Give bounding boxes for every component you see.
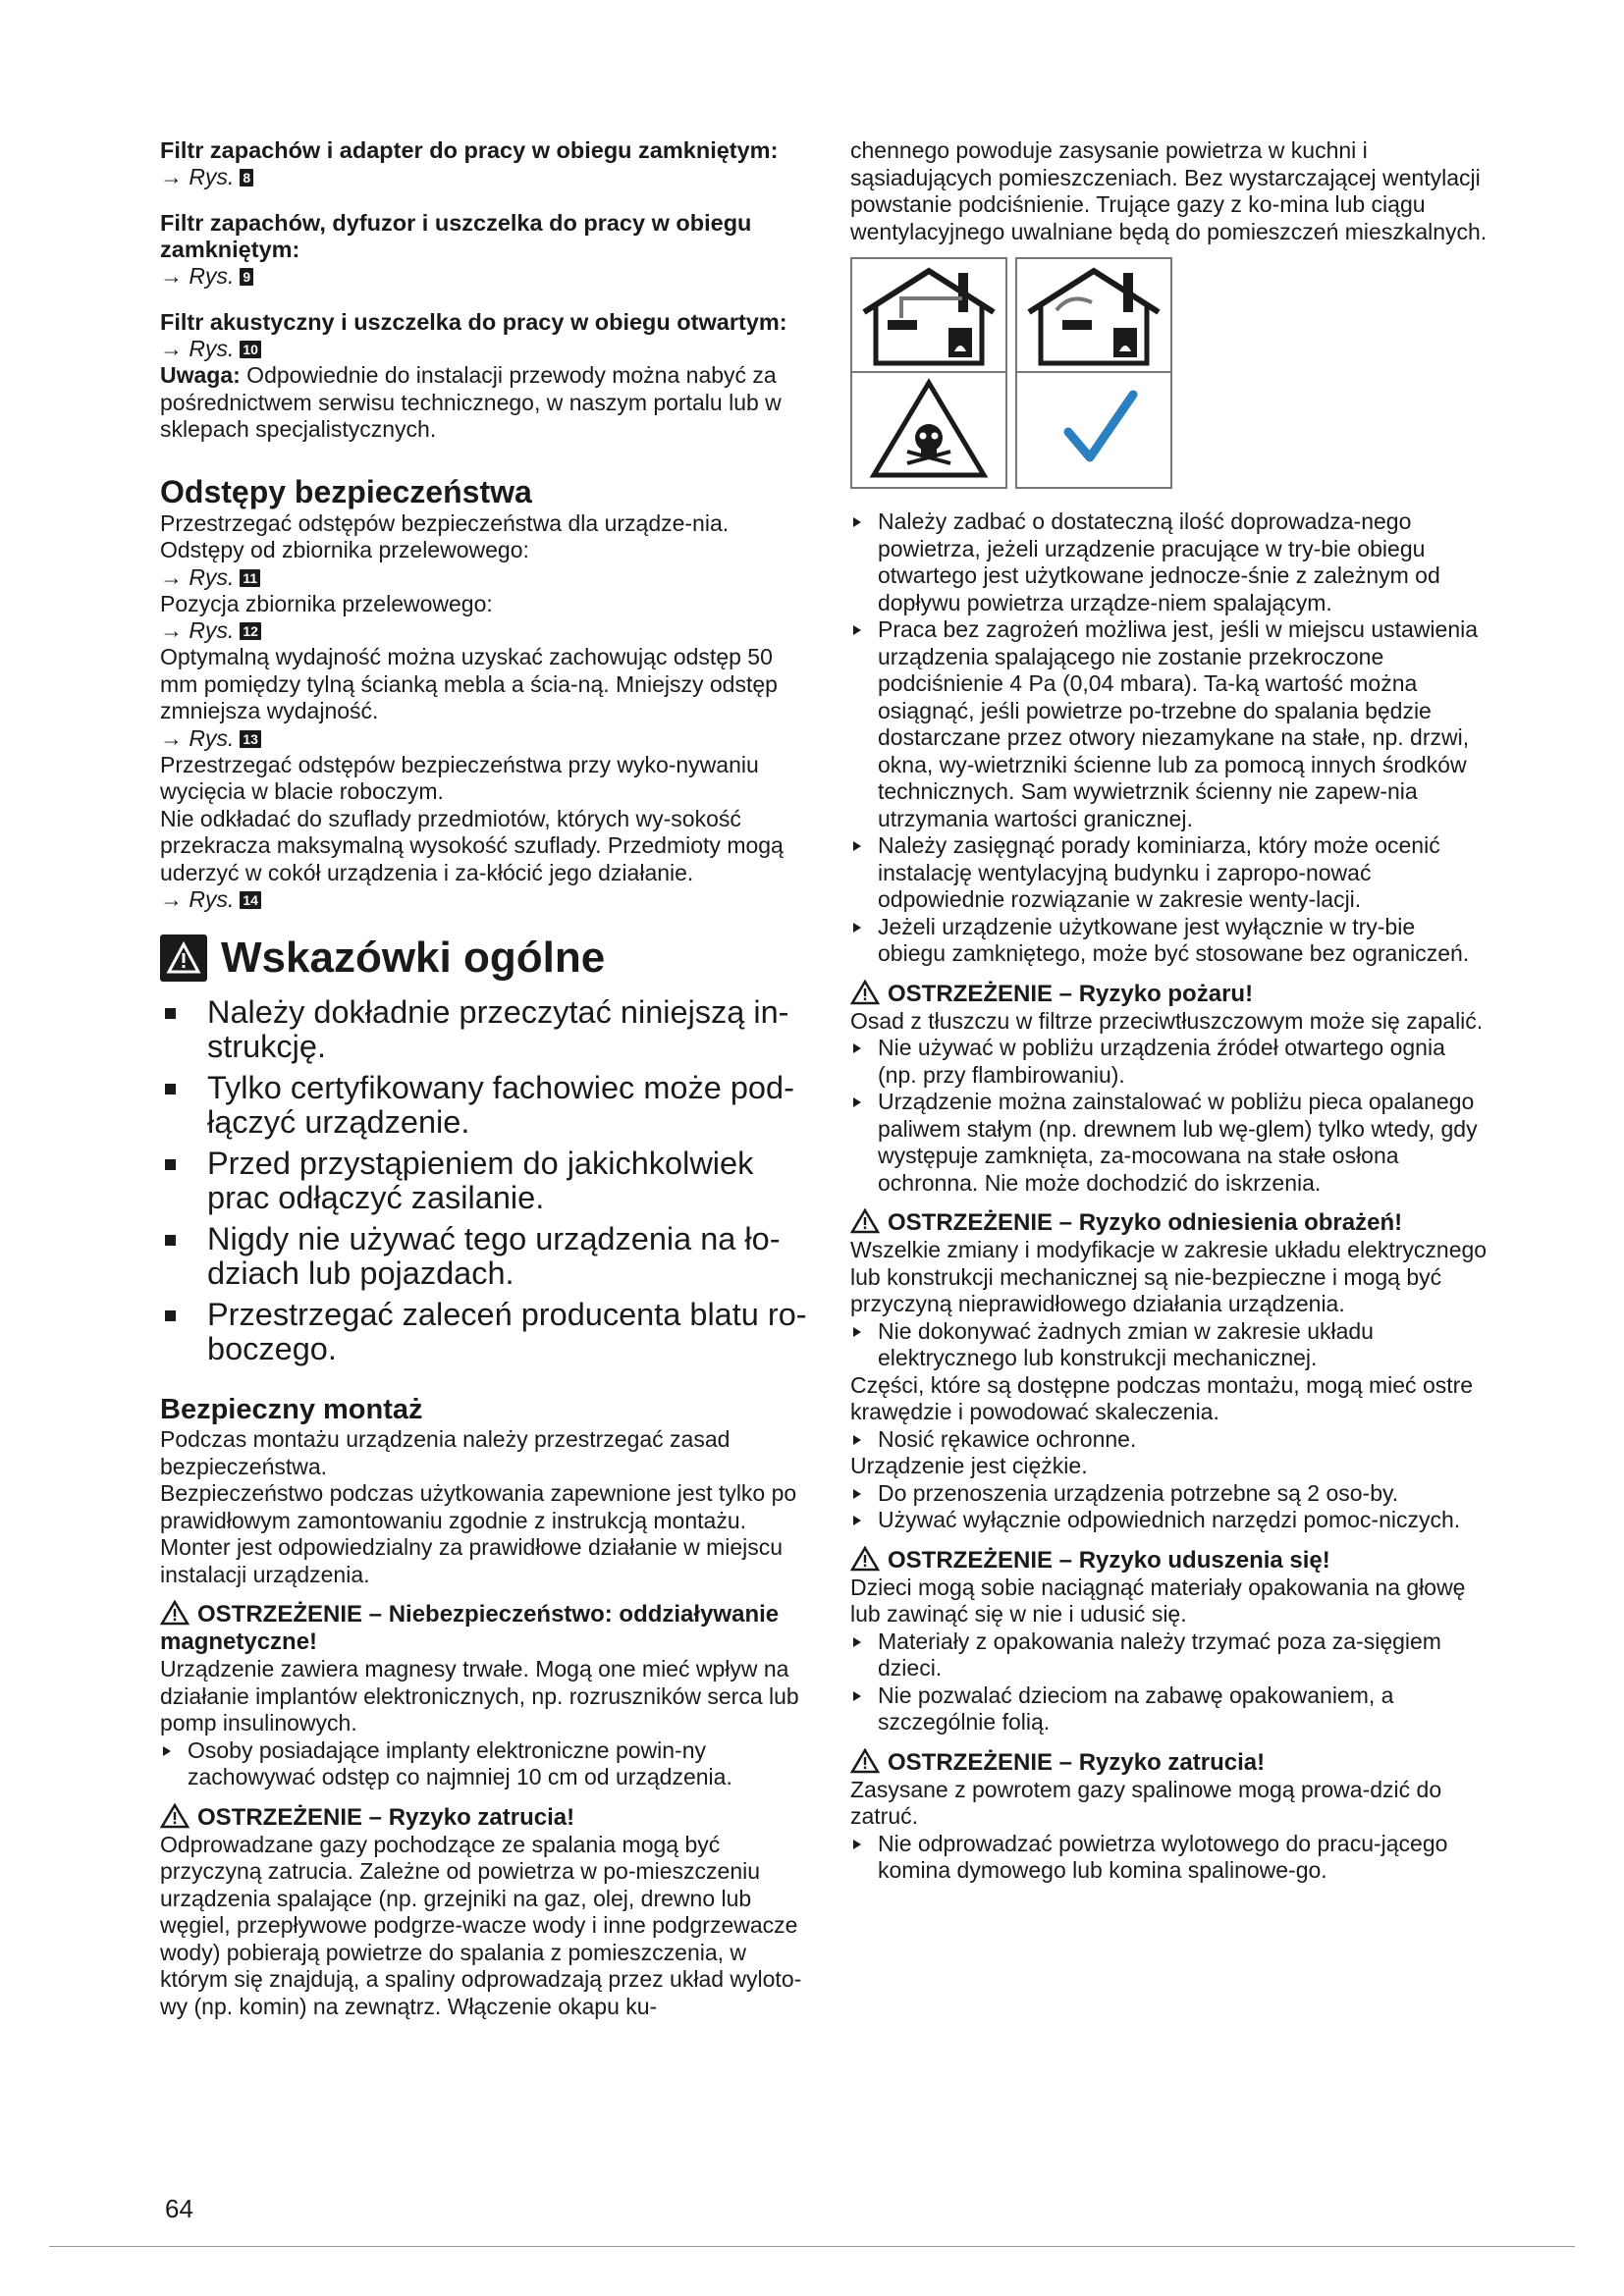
list-item: Przestrzegać zaleceń producenta blatu ro-boczego. (160, 1298, 808, 1366)
figure-reference: → Rys. 11 (160, 564, 808, 591)
figure-reference: → Rys. 12 (160, 617, 808, 644)
list-item: Nigdy nie używać tego urządzenia na ło-dziach lub pojazdach. (160, 1222, 808, 1291)
ventilation-pictograms (850, 257, 1489, 489)
warning-text: Zasysane z powrotem gazy spalinowe mogą prowa-dzić do zatruć. (850, 1776, 1442, 1829)
warning-triangle-icon (850, 980, 880, 1005)
warning-text: Odprowadzane gazy pochodzące ze spalania mogą być przyczyną zatrucia. Zależne od powietrza w po-mieszczeniu urządzenia spalające (np. grzejniki na gaz, olej, drewno lub węgiel, przepływowe podgrze-wacze wody i inne podgrzewacze wody) pobierają powietrze do spalania z pomieszczenia, w którym się znajdują, a spaliny odprowadzają przez układ wyloto-wy (np. komin) na zewnątrz. Włączenie okapu ku- (160, 1831, 802, 2019)
figure-reference: → Rys. 8 (160, 164, 808, 190)
right-column (850, 137, 1489, 1885)
warning-text: Urządzenie jest ciężkie. (850, 1453, 1088, 1478)
list-item: Urządzenie można zainstalować w pobliżu pieca opalanego paliwem stałym (np. drewnem lub wę-glem) tylko wtedy, gdy występuje zamknięta, za-mocowana na stałe osłona ochronna. Nie może dochodzić do iskrzenia. (850, 1089, 1489, 1197)
warning-title: OSTRZEŻENIE – Niebezpieczeństwo: oddziaływanie magnetyczne! (160, 1601, 780, 1655)
warning-text: Osad z tłuszczu w filtrze przeciwtłuszczowym może się zapalić. (850, 1007, 1484, 1034)
paragraph: Bezpieczeństwo podczas użytkowania zapewnione jest tylko po prawidłowym zamontowaniu zgodnie z instrukcją montażu. Monter jest odpowiedzialny za prawidłowe działanie w miejscu instalacji urządzenia. (160, 1480, 797, 1587)
figure-number-badge: 10 (240, 341, 261, 358)
figure-number-badge: 14 (240, 891, 261, 909)
warning-triangle-icon (160, 1600, 189, 1626)
figure-number-badge: 9 (240, 268, 253, 286)
warning-text: Dzieci mogą sobie naciągnąć materiały opakowania na głowę lub zawinąć się w nie i udusić się. (850, 1574, 1466, 1627)
house-with-recirculation-icon (1015, 257, 1172, 373)
paragraph: Podczas montażu urządzenia należy przestrzegać zasad bezpieczeństwa. (160, 1426, 731, 1479)
note-paragraph: Uwaga: Odpowiednie do instalacji przewody można nabyć za pośrednictwem serwisu technicznego, w naszym portalu lub w sklepach specjalistycznych. (160, 362, 782, 442)
list-item: Nie odprowadzać powietrza wylotowego do pracu-jącego komina dymowego lub komina spalinowe-go. (850, 1831, 1489, 1885)
list-item: Należy zasięgnąć porady kominiarza, który może ocenić instalację wentylacyjną budynku i zapropo-nować odpowiednie rozwiązanie w zakresie wenty-lacji. (850, 832, 1489, 914)
paragraph: Przestrzegać odstępów bezpieczeństwa przy wyko-nywaniu wycięcia w blacie roboczym. (160, 751, 759, 804)
list-item: Należy zadbać o dostateczną ilość doprowadza-nego powietrza, jeżeli urządzenie pracujące w try-bie obiegu otwartego jest użytkowane jednocze-śnie z zależnym od dopływu powietrza urządze-niem spalającym. (850, 508, 1489, 616)
figure-reference: → Rys. 13 (160, 725, 808, 752)
figure-number-badge: 11 (240, 569, 260, 587)
warning-title: OSTRZEŻENIE – Ryzyko odniesienia obrażeń! (850, 1208, 1489, 1237)
safe-mounting-heading: Bezpieczny montaż (160, 1394, 423, 1425)
general-notes-heading: Wskazówki ogólne (160, 933, 808, 984)
section-title: Filtr akustyczny i uszczelka do pracy w obiegu otwartym: (160, 309, 787, 335)
list-item: Nosić rękawice ochronne. (850, 1426, 1489, 1454)
warning-triangle-icon (850, 1208, 880, 1234)
figure-number-badge: 12 (240, 622, 261, 640)
safety-distances-heading: Odstępy bezpieczeństwa (160, 473, 532, 509)
left-column (160, 137, 808, 2020)
list-item: Nie używać w pobliżu urządzenia źródeł otwartego ognia (np. przy flambirowaniu). (850, 1035, 1489, 1089)
list-item: Materiały z opakowania należy trzymać poza za-sięgiem dzieci. (850, 1629, 1489, 1682)
paragraph: chennego powoduje zasysanie powietrza w kuchni i sąsiadujących pomieszczeniach. Bez wystarczającej wentylacji powstanie podciśnienie. Trujące gazy z ko-mina lub ciągu wentylacyjnego uwalniane będą do pomieszczeń mieszkalnych. (850, 137, 1488, 244)
warning-triangle-icon (850, 1546, 880, 1572)
list-item: Do przenoszenia urządzenia potrzebne są 2 oso-by. (850, 1480, 1489, 1508)
list-item: Należy dokładnie przeczytać niniejszą in-strukcję. (160, 995, 808, 1064)
paragraph: Nie odkładać do szuflady przedmiotów, których wy-sokość przekracza maksymalną wysokość szuflady. Przedmioty mogą uderzyć w cokół urządzenia i za-kłócić jego działanie. (160, 805, 784, 885)
warning-title: OSTRZEŻENIE – Ryzyko zatrucia! (850, 1748, 1489, 1777)
general-notes-list (160, 995, 808, 1366)
figure-number-badge: 8 (240, 169, 253, 187)
warning-box-icon (160, 934, 207, 982)
list-item: Nie pozwalać dzieciom na zabawę opakowaniem, a szczególnie folią. (850, 1682, 1489, 1736)
section-title: Filtr zapachów i adapter do pracy w obiegu zamkniętym: (160, 137, 779, 163)
section-title: Filtr zapachów, dyfuzor i uszczelka do pracy w obiegu zamkniętym: (160, 210, 752, 262)
paragraph: Pozycja zbiornika przelewowego: (160, 590, 493, 616)
warning-triangle-icon (850, 1748, 880, 1774)
poison-skull-icon (850, 373, 1007, 489)
ventilation-list (850, 508, 1489, 968)
footer-divider (49, 2246, 1575, 2247)
paragraph: Przestrzegać odstępów bezpieczeństwa dla urządze-nia. (160, 509, 730, 536)
page-number: 64 (165, 2194, 193, 2223)
warning-title: OSTRZEŻENIE – Ryzyko zatrucia! (160, 1803, 808, 1832)
list-item: Praca bez zagrożeń możliwa jest, jeśli w miejscu ustawienia urządzenia spalającego nie zostanie przekroczone podciśnienie 4 Pa (0,04 mbara). Ta-ką wartość można osiągnąć, jeśli powietrze po-trzebne do spalania będzie dostarczane przez otwory niezamykane na stałe, np. drzwi, okna, wy-wietrzniki ścienne lub za pomocą innych środków technicznych. Sam wywietrznik ścienny nie zapew-nia utrzymania wartości granicznej. (850, 616, 1489, 832)
figure-reference: → Rys. 10 (160, 336, 808, 362)
warning-title: OSTRZEŻENIE – Ryzyko uduszenia się! (850, 1546, 1489, 1575)
paragraph: Odstępy od zbiornika przelewowego: (160, 537, 529, 562)
checkmark-icon (1015, 373, 1172, 489)
list-item: Używać wyłącznie odpowiednich narzędzi pomoc-niczych. (850, 1507, 1489, 1534)
list-item: Osoby posiadające implanty elektroniczne powin-ny zachowywać odstęp co najmniej 10 cm od urządzenia. (160, 1737, 808, 1791)
figure-number-badge: 13 (240, 730, 261, 748)
list-item: Nie dokonywać żadnych zmian w zakresie układu elektrycznego lub konstrukcji mechanicznej. (850, 1318, 1489, 1372)
warning-title: OSTRZEŻENIE – Ryzyko pożaru! (850, 980, 1489, 1008)
list-item: Jeżeli urządzenie użytkowane jest wyłącznie w try-bie obiegu zamkniętego, może być stosowane bez ograniczeń. (850, 914, 1489, 968)
warning-text: Części, które są dostępne podczas montażu, mogą mieć ostre krawędzie i powodować skaleczenia. (850, 1371, 1474, 1424)
figure-reference: → Rys. 14 (160, 886, 808, 913)
warning-text: Wszelkie zmiany i modyfikacje w zakresie układu elektrycznego lub konstrukcji mechanicznej są nie-bezpieczne i mogą być przyczyną nieprawidłowego działania urządzenia. (850, 1237, 1488, 1316)
warning-triangle-icon (160, 1803, 189, 1829)
figure-reference: → Rys. 9 (160, 263, 808, 290)
house-with-fireplace-icon (850, 257, 1007, 373)
warning-text: Urządzenie zawiera magnesy trwałe. Mogą one mieć wpływ na działanie implantów elektronicznych, np. rozruszników serca lub pomp insulinowych. (160, 1656, 799, 1735)
list-item: Tylko certyfikowany fachowiec może pod-łączyć urządzenie. (160, 1071, 808, 1140)
list-item: Przed przystąpieniem do jakichkolwiek prac odłączyć zasilanie. (160, 1147, 808, 1215)
paragraph: Optymalną wydajność można uzyskać zachowując odstęp 50 mm pomiędzy tylną ścianką mebla a ścia-ną. Mniejszy odstęp zmniejsza wydajność. (160, 644, 778, 723)
